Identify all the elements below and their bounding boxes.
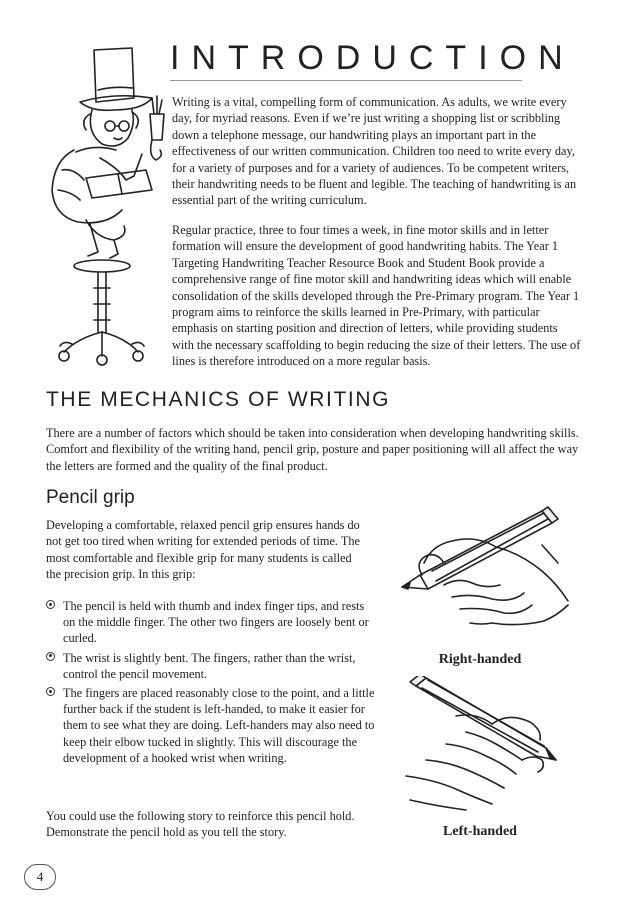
title-rule	[170, 80, 522, 81]
pencil-grip-paragraph: Developing a comfortable, relaxed pencil grip ensures hands do not get too tired when writing for extended periods of time. The most comfortable and flexible grip for many students is called the precision grip. In this grip:	[46, 518, 360, 582]
list-item: The pencil is held with thumb and index finger tips, and rests on the middle finger. The other two fingers are loosely bent or curled.	[46, 598, 376, 647]
page-title: INTRODUCTION	[170, 39, 575, 77]
list-item: The fingers are placed reasonably close to the point, and a little further back if the student is left-handed, to make it easier for them to see what they are doing. Left-handers may also need to keep their elbow tucked in slightly. This will discourage the development of a hooked wrist when writing.	[46, 685, 376, 766]
story-paragraph: You could use the following story to reinforce this pencil hold. Demonstrate the pencil hold as you tell the story.	[46, 809, 355, 840]
mechanics-paragraph: There are a number of factors which should be taken into consideration when developing handwriting skills. Comfort and flexibility of the writing hand, pencil grip, posture and paper positioning will all affect the way the letters are formed and the quality of the final product.	[46, 426, 579, 473]
right-handed-caption: Right-handed	[438, 652, 522, 667]
intro-paragraph-2: Regular practice, three to four times a week, in fine motor skills and in letter formation will ensure the development of good handwriting habits. The Year 1 Targeting Handwriting Teacher Resource Book and Student Book provide a comprehensive range of fine motor skill and handwriting ideas which will enable consolidation of the skills developed through the Pre-Primary program. The Year 1 program aims to reinforce the skills learned in Pre-Primary, with particular emphasis on starting position and direction of letters, while providing students with the necessary scaffolding to begin reducing the size of their letters. The use of lines is therefore introduced on a more regular basis.	[172, 223, 581, 369]
list-item: The wrist is slightly bent. The fingers, rather than the wrist, control the pencil movement.	[46, 650, 376, 682]
left-hand-pencil-grip-illustration	[396, 676, 576, 816]
circle-bullet-icon	[46, 652, 55, 661]
right-hand-pencil-grip-illustration	[392, 505, 572, 645]
intro-paragraph-1: Writing is a vital, compelling form of communication. As adults, we write every day, for myriad reasons. Even if we’re just writing a shopping list or scribbling down a telephone message, our handwriting plays an important part in the effectiveness of our written communication. Children too need to write every day, for a variety of purposes and for a variety of audiences. To be competent writers, their handwriting needs to be fluent and legible. The teaching of handwriting is an essential part of the writing curriculum.	[172, 95, 577, 208]
circle-bullet-icon	[46, 687, 55, 696]
mechanics-heading: THE MECHANICS OF WRITING	[46, 388, 391, 411]
left-handed-caption: Left-handed	[443, 824, 517, 839]
circle-bullet-icon	[46, 600, 55, 609]
grip-bullet-list	[46, 598, 376, 769]
page-number: 4	[24, 864, 56, 890]
pencil-grip-heading: Pencil grip	[46, 487, 135, 508]
writer-on-stool-illustration	[14, 40, 174, 370]
